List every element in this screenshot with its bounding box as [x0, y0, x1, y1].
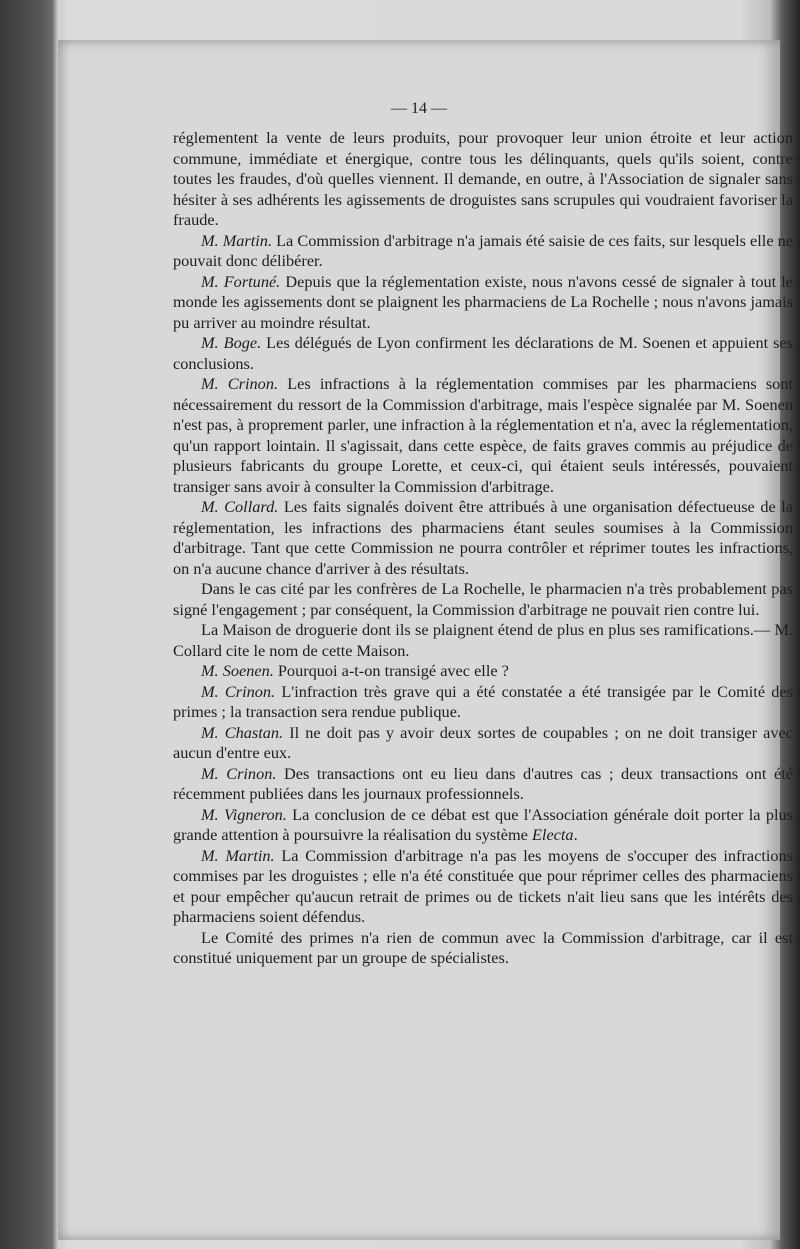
paragraph-text: Le Comité des primes n'a rien de commun avec la Commission d'arbitrage, car il est constitué uniquement par un groupe de spécialistes. — [173, 927, 793, 967]
paragraph-text: Pourquoi a-t-on transigé avec elle ? — [273, 661, 509, 680]
paragraph-text: La Commission d'arbitrage n'a pas les moyens de s'occuper des infractions commises par les droguistes ; elle n'a été constituée que pour réprimer celles des pharmaciens et pour empêcher qu'aucun retrait de primes ou de tickets n'ait lieu sans que les intérêts des pharmaciens soient défendus. — [173, 845, 793, 926]
speaker-name: M. Boge. — [201, 333, 262, 352]
paragraph-fortune — [173, 272, 793, 334]
speaker-name: M. Martin. — [201, 845, 275, 865]
paragraph-continuation — [173, 128, 793, 231]
paragraph-collard — [173, 497, 793, 579]
paragraph-crinon-2 — [173, 682, 793, 723]
page-number: — 14 — — [391, 100, 447, 117]
paragraph-maison — [173, 620, 793, 661]
paragraph-text: Les faits signalés doivent être attribués à une organisation défectueuse de la réglementation, les infractions des pharmaciens étant seules soumises à la Commission d'arbitrage. Tant que cette Commission ne pourra contrôler et réprimer toutes les infractions, on n'a aucune chance d'arriver à des résultats. — [173, 497, 793, 578]
speaker-name: M. Soenen. — [201, 661, 274, 680]
paragraph-text: Il ne doit pas y avoir deux sortes de coupables ; on ne doit transiger avec aucun d'entre eux. — [173, 722, 793, 762]
body-text — [173, 128, 793, 969]
paragraph-rochelle — [173, 579, 793, 620]
paragraph-boge — [173, 333, 793, 374]
speaker-name: M. Chastan. — [201, 722, 284, 742]
paragraph-chastan — [173, 723, 793, 764]
speaker-name: M. Crinon. — [201, 681, 276, 701]
paragraph-comite — [173, 928, 793, 969]
paragraph-text: Des transactions ont eu lieu dans d'autres cas ; deux transactions ont été récemment publiées dans les journaux professionnels. — [173, 763, 793, 803]
paragraph-crinon-1 — [173, 374, 793, 497]
page-sheet — [58, 40, 793, 1240]
system-name: Electa — [531, 825, 574, 844]
speaker-name: M. Martin. — [201, 230, 273, 250]
paragraph-text: Les délégués de Lyon confirment les déclarations de M. Soenen et appuient ses conclusions. — [173, 333, 793, 373]
speaker-name: M. Fortuné. — [201, 271, 281, 291]
speaker-name: M. Vigneron. — [201, 804, 287, 824]
speaker-name: M. Crinon. — [201, 374, 279, 393]
speaker-name: M. Collard. — [201, 497, 279, 516]
paragraph-vigneron — [173, 805, 793, 846]
paragraph-text: Les infractions à la réglementation commises par les pharmaciens sont nécessairement du ressort de la Commission d'arbitrage, mais l'espèce signalée par M. Soenen n'est pas, à proprement parler, une infraction à la réglementation et n'a, avec la réglementation, qu'un rapport lointain. Il s'agissait, dans cette espèce, de faits graves commis au préjudice de plusieurs fabricants du groupe Lorette, et ceux-ci, qui étaient seuls intéressés, pouvaient transiger sans avoir à consulter la Commission d'arbitrage. — [173, 374, 793, 496]
speaker-name: M. Crinon. — [201, 763, 277, 783]
paragraph-text: réglementent la vente de leurs produits, pour provoquer leur union étroite et leur action commune, immédiate et énergique, contre tous les délinquants, quels qu'ils soient, contre toutes les fraudes, d'où quelles viennent. Il demande, en outre, à l'Association de signaler sans hésiter à ses adhérents les agissements de droguistes sans scrupules qui voudraient favoriser la fraude. — [173, 128, 793, 229]
paragraph-martin-1 — [173, 231, 793, 272]
paragraph-text: La Maison de droguerie dont ils se plaignent étend de plus en plus ses ramifications.— M. Collard cite le nom de cette Maison. — [173, 620, 793, 660]
paragraph-text: La conclusion de ce débat est que l'Association générale doit porter la plus grande attention à poursuivre la réalisation du système — [173, 804, 793, 844]
paragraph-soenen — [173, 661, 793, 682]
paragraph-text: Dans le cas cité par les confrères de La Rochelle, le pharmacien n'a très probablement pas signé l'engagement ; par conséquent, la Commission d'arbitrage ne pouvait rien contre lui. — [173, 579, 793, 619]
paragraph-text: La Commission d'arbitrage n'a jamais été saisie de ces faits, sur lesquels elle ne pouvait donc délibérer. — [173, 230, 793, 270]
paragraph-text: L'infraction très grave qui a été constatée a été transigée par le Comité des primes ; la transaction sera rendue publique. — [173, 681, 793, 721]
paragraph-tail: . — [573, 825, 578, 844]
paragraph-crinon-3 — [173, 764, 793, 805]
paragraph-text: Depuis que la réglementation existe, nous n'avons cessé de signaler à tout le monde les agissements dont se plaignent les pharmaciens de La Rochelle ; nous n'avons jamais pu arriver au moindre résultat. — [173, 271, 793, 332]
paragraph-martin-2 — [173, 846, 793, 928]
